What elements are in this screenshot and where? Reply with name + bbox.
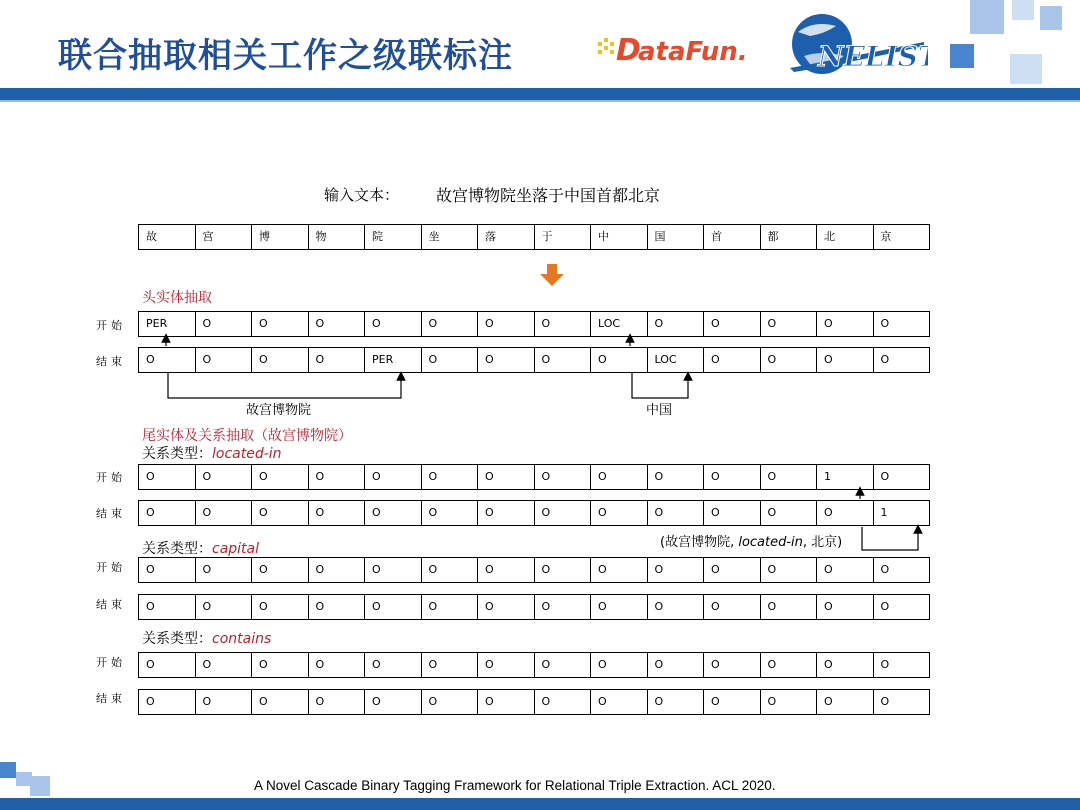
start-label: 开始	[96, 319, 126, 332]
tag-cell: O	[590, 557, 648, 583]
tag-cell: O	[364, 500, 422, 526]
tag-cell: LOC	[647, 347, 705, 373]
tag-cell: O	[251, 347, 309, 373]
head-entity-title: 头实体抽取	[142, 290, 212, 306]
tag-cell: PER	[364, 347, 422, 373]
tag-cell: 博	[251, 224, 309, 250]
tag-cell: O	[873, 652, 931, 678]
tag-cell: O	[873, 557, 931, 583]
tag-cell: O	[308, 347, 366, 373]
tag-cell: O	[195, 557, 253, 583]
tag-cell: O	[138, 557, 196, 583]
tag-cell: O	[590, 347, 648, 373]
tag-cell: O	[647, 464, 705, 490]
tag-cell: O	[138, 689, 196, 715]
tag-cell: O	[816, 347, 874, 373]
tag-cell: O	[873, 689, 931, 715]
tag-cell: O	[251, 311, 309, 337]
tag-cell: 落	[477, 224, 535, 250]
tag-cell: O	[364, 557, 422, 583]
tag-cell: O	[760, 689, 818, 715]
tag-cell: O	[590, 464, 648, 490]
tag-cell: O	[703, 311, 761, 337]
input-text: 故宫博物院坐落于中国首都北京	[436, 186, 661, 205]
svg-text:ataFun.: ataFun.	[638, 37, 748, 67]
tag-cell: O	[251, 464, 309, 490]
tag-cell: O	[421, 594, 479, 620]
tag-cell: O	[534, 347, 592, 373]
tag-cell: O	[251, 557, 309, 583]
tag-cell: O	[364, 311, 422, 337]
tag-cell: 1	[816, 464, 874, 490]
tag-cell: 院	[364, 224, 422, 250]
relation-prefix: 关系类型：	[142, 631, 212, 647]
tag-cell: O	[421, 500, 479, 526]
tag-cell: O	[590, 500, 648, 526]
tag-cell: O	[195, 500, 253, 526]
tag-cell: O	[195, 311, 253, 337]
tag-cell: O	[703, 500, 761, 526]
tag-cell: O	[873, 311, 931, 337]
tag-cell: 坐	[421, 224, 479, 250]
tag-cell: O	[816, 689, 874, 715]
tag-cell: O	[308, 311, 366, 337]
tag-cell: O	[477, 594, 535, 620]
tag-cell: O	[534, 311, 592, 337]
footer-citation: A Novel Cascade Binary Tagging Framework for Relational Triple Extraction. ACL 2020.	[254, 778, 776, 793]
tag-cell: O	[421, 311, 479, 337]
tag-cell: 中	[590, 224, 648, 250]
tag-cell: O	[364, 652, 422, 678]
tag-cell: O	[816, 594, 874, 620]
tag-cell: O	[421, 689, 479, 715]
end-label: 结束	[96, 355, 126, 368]
tag-cell: O	[647, 557, 705, 583]
tag-cell: O	[647, 652, 705, 678]
tag-cell: O	[364, 594, 422, 620]
tag-cell: O	[873, 594, 931, 620]
span-label-zhongguo: 中国	[646, 403, 673, 418]
tag-cell: O	[308, 594, 366, 620]
tag-cell: 京	[873, 224, 931, 250]
tag-cell: O	[590, 594, 648, 620]
tag-cell: O	[421, 652, 479, 678]
tag-cell: PER	[138, 311, 196, 337]
tag-cell: 故	[138, 224, 196, 250]
tag-cell: O	[308, 557, 366, 583]
relation-prefix: 关系类型：	[142, 541, 212, 557]
tag-cell: O	[647, 500, 705, 526]
relation-name: located-in	[212, 446, 282, 462]
tag-cell: O	[534, 689, 592, 715]
tag-cell: O	[703, 464, 761, 490]
tag-cell: O	[421, 464, 479, 490]
tag-cell: O	[534, 557, 592, 583]
tag-cell: O	[816, 311, 874, 337]
tag-cell: LOC	[590, 311, 648, 337]
tag-cell: O	[138, 347, 196, 373]
tag-cell: O	[138, 652, 196, 678]
relation-name: contains	[212, 631, 272, 647]
tag-cell: O	[647, 594, 705, 620]
tag-cell: O	[195, 594, 253, 620]
tag-cell: O	[760, 652, 818, 678]
svg-text:D: D	[616, 33, 641, 68]
tag-cell: O	[760, 311, 818, 337]
end-label: 结束	[96, 692, 126, 705]
tag-cell: O	[251, 652, 309, 678]
tag-cell: O	[308, 464, 366, 490]
tag-cell: O	[195, 652, 253, 678]
input-label: 输入文本：	[324, 186, 400, 204]
svg-text:NELIST: NELIST	[818, 40, 928, 73]
bracket-zhongguo	[632, 373, 688, 398]
tag-cell: O	[477, 652, 535, 678]
triple-relation: located-in	[738, 535, 803, 550]
tag-cell: O	[477, 557, 535, 583]
tag-cell: O	[534, 464, 592, 490]
tag-cell: O	[251, 594, 309, 620]
tag-cell: O	[477, 689, 535, 715]
tag-cell: O	[873, 347, 931, 373]
tag-cell: O	[703, 594, 761, 620]
tag-cell: O	[816, 557, 874, 583]
tag-cell: 物	[308, 224, 366, 250]
deco-square	[0, 762, 16, 778]
bracket-beijing	[862, 527, 918, 550]
span-label-gugong: 故宫博物院	[246, 403, 312, 418]
tag-cell: O	[477, 311, 535, 337]
tag-cell: O	[703, 689, 761, 715]
start-label: 开始	[96, 561, 126, 574]
tag-cell: O	[703, 557, 761, 583]
tag-cell: O	[477, 500, 535, 526]
tag-cell: O	[251, 689, 309, 715]
tag-cell: O	[760, 557, 818, 583]
slide-title: 联合抽取相关工作之级联标注	[58, 36, 513, 76]
end-label: 结束	[96, 507, 126, 520]
tag-cell: O	[195, 689, 253, 715]
tag-cell: O	[138, 594, 196, 620]
tag-cell: O	[477, 347, 535, 373]
end-label: 结束	[96, 598, 126, 611]
tag-cell: O	[590, 689, 648, 715]
tag-cell: O	[647, 689, 705, 715]
tag-cell: O	[534, 500, 592, 526]
tag-cell: O	[703, 652, 761, 678]
tag-cell: O	[421, 347, 479, 373]
tag-cell: O	[534, 652, 592, 678]
tag-cell: O	[195, 347, 253, 373]
tag-cell: 首	[703, 224, 761, 250]
tag-cell: 宫	[195, 224, 253, 250]
tag-cell: O	[816, 652, 874, 678]
tag-cell: O	[308, 689, 366, 715]
tag-cell: O	[195, 464, 253, 490]
tag-cell: O	[308, 652, 366, 678]
tag-cell: 北	[816, 224, 874, 250]
bracket-gugong	[168, 373, 401, 398]
tag-cell: 于	[534, 224, 592, 250]
tag-cell: O	[590, 652, 648, 678]
tag-cell: O	[647, 311, 705, 337]
tag-cell: O	[138, 500, 196, 526]
tag-cell: O	[477, 464, 535, 490]
tag-cell: O	[760, 464, 818, 490]
tag-cell: O	[251, 500, 309, 526]
tag-cell: O	[760, 594, 818, 620]
tag-cell: 都	[760, 224, 818, 250]
tag-cell: O	[364, 464, 422, 490]
tag-cell: O	[308, 500, 366, 526]
tag-cell: O	[421, 557, 479, 583]
tag-cell: 1	[873, 500, 931, 526]
tag-cell: O	[760, 347, 818, 373]
deco-square	[30, 776, 50, 796]
tail-entity-title: 尾实体及关系抽取（故宫博物院）	[142, 428, 352, 444]
tag-cell: O	[138, 464, 196, 490]
tag-cell: 国	[647, 224, 705, 250]
tag-cell: O	[873, 464, 931, 490]
tag-cell: O	[703, 347, 761, 373]
tag-cell: O	[816, 500, 874, 526]
start-label: 开始	[96, 471, 126, 484]
relation-prefix: 关系类型：	[142, 446, 212, 462]
tag-cell: O	[534, 594, 592, 620]
relation-name: capital	[212, 541, 260, 557]
tag-cell: O	[364, 689, 422, 715]
triple-close: , 北京)	[802, 535, 843, 550]
tag-cell: O	[760, 500, 818, 526]
footer-bar	[0, 798, 1080, 810]
triple-open: (故宫博物院,	[660, 535, 739, 550]
start-label: 开始	[96, 656, 126, 669]
